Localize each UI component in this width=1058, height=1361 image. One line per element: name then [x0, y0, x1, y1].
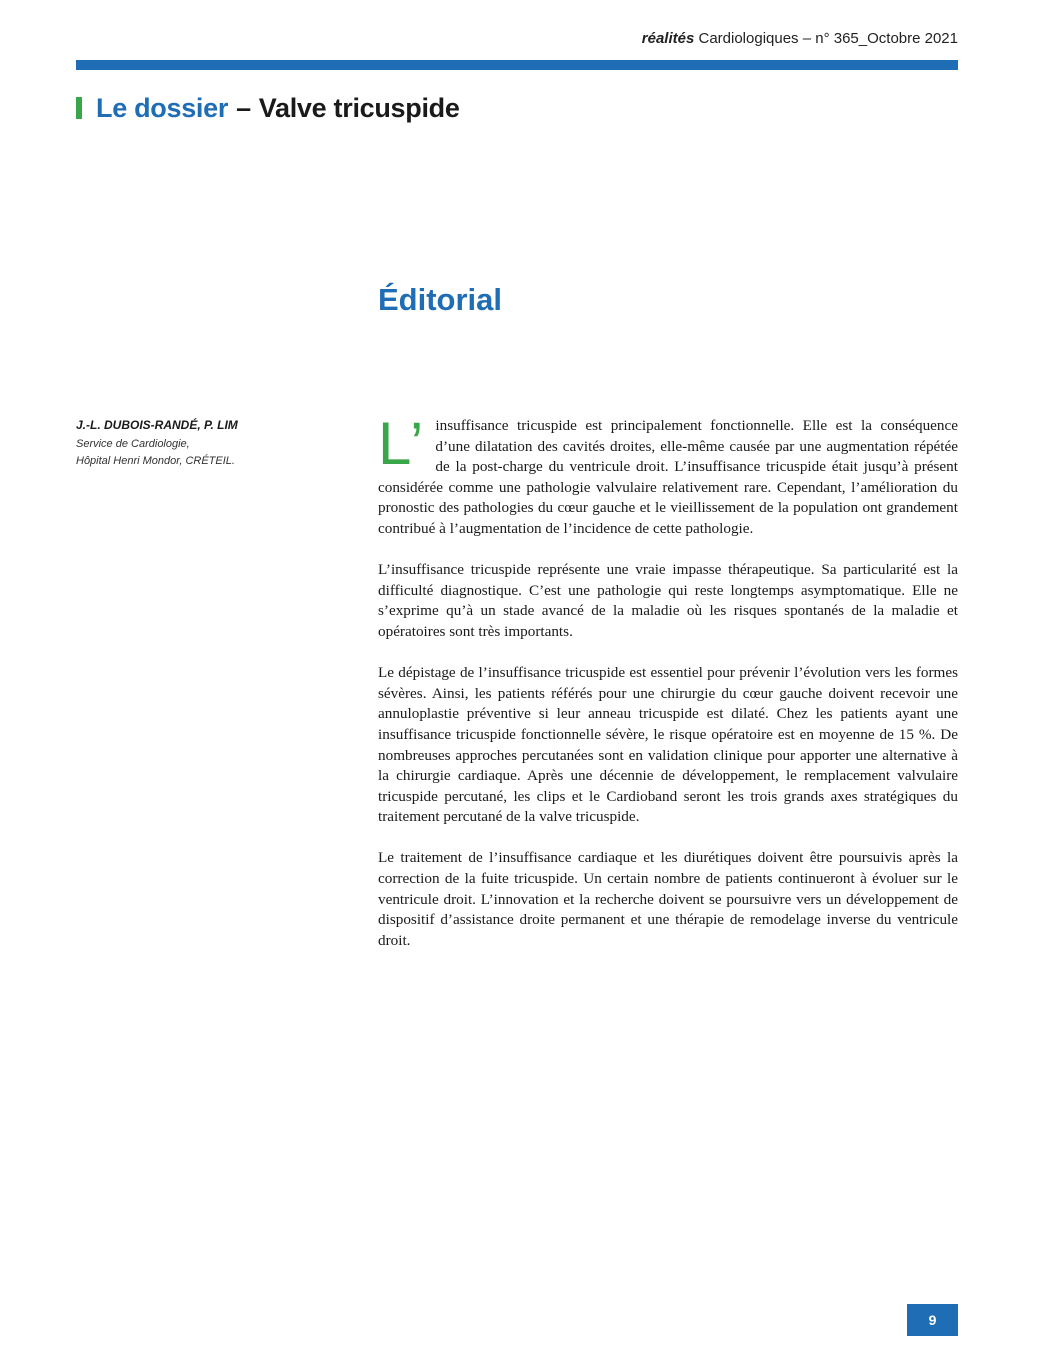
dossier-label: Le dossier — [96, 92, 229, 123]
running-header — [642, 30, 958, 47]
section-heading: Éditorial — [378, 282, 503, 317]
dossier-marker — [76, 97, 82, 119]
affiliation-line-2: Hôpital Henri Mondor, CRÉTEIL. — [76, 455, 235, 467]
author-names: J.-L. DUBOIS-RANDÉ, P. LIM — [76, 418, 238, 432]
article-body — [378, 410, 958, 972]
dossier-topic: Valve tricuspide — [258, 92, 460, 123]
paragraph-1 — [378, 410, 958, 540]
paragraph-3: Le dépistage de l’insuffisance tricuspide est essentiel pour prévenir l’évolution vers les formes sévères. Ainsi, les patients référés pour une chirurgie du cœur gauche doivent recevoir une annuloplastie préventive si leur anneau tricuspide est dilaté. Chez les patients ayant une insuffisance tricuspide fonctionnelle sévère, le risque opératoire est en moyenne de 15 %. De nombreuses approches percutanées sont en validation clinique pour apporter une alternative à la chirurgie cardiaque. Après une décennie de développement, le remplacement valvulaire tricuspide percutané, les clips et le Cardioband seront les trois grands axes stratégiques du traitement percutané de la valve tricuspide. — [378, 664, 958, 826]
journal-brand: réalités — [641, 30, 695, 47]
author-block — [76, 418, 326, 470]
drop-cap: L’ — [378, 410, 426, 477]
affiliation-line-1: Service de Cardiologie, — [76, 438, 190, 450]
header-rule — [76, 60, 958, 70]
paragraph-2: L’insuffisance tricuspide représente une vraie impasse thérapeutique. Sa particularité est la difficulté diagnostique. C’est une pathologie qui reste longtemps asymptomatique. Elle ne s’exprime qu’à un stade avancé de la maladie où les risques spontanés de la maladie et opératoires sont très importants. — [378, 561, 958, 640]
paragraph-4: Le traitement de l’insuffisance cardiaque et les diurétiques doivent être poursuivis après la correction de la fuite tricuspide. Un certain nombre de patients continueront à évoluer sur le ventricule droit. L’innovation et la recherche doivent se poursuivre vers un développement de dispositif d’assistance droite permanent et une thérapie de remodelage inverse du ventricule droit. — [378, 849, 958, 949]
dossier-title — [76, 92, 460, 124]
dossier-separator: – — [236, 92, 251, 123]
page-number: 9 — [907, 1304, 958, 1336]
paragraph-1-text: insuffisance tricuspide est principalement fonctionnelle. Elle est la conséquence d’une dilatation des cavités droites, elle-même causée par une augmentation répétée de la post-charge du ventricule droit. L’insuffisance tricuspide était jusqu’à présent considérée comme une pathologie valvulaire relativement rare. Cependant, l’amélioration du pronostic des pathologies du cœur gauche et le vieillissement de la population ont grandement contribué à l’augmentation de l’incidence de cette pathologie. — [378, 417, 958, 537]
journal-issue: Cardiologiques – n° 365_Octobre 2021 — [698, 30, 958, 47]
